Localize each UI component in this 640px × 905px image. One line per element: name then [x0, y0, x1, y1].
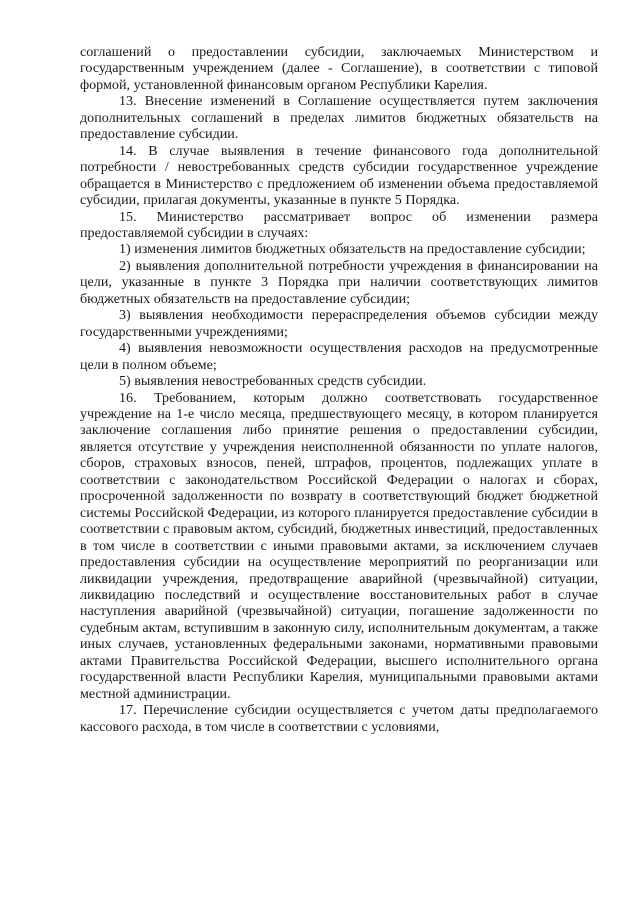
paragraph-13: 13. Внесение изменений в Соглашение осуществляется путем заключения дополнительных соглашений в пределах лимитов бюджетных обязательств на предоставление субсидии. — [80, 93, 598, 143]
paragraph-15-item-1: 1) изменения лимитов бюджетных обязательств на предоставление субсидии; — [119, 241, 586, 258]
paragraph-17: 17. Перечисление субсидии осуществляется с учетом даты предполагаемого кассового расхода, в том числе в соответствии с условиями, — [80, 702, 598, 735]
paragraph-15-item-2: 2) выявления дополнительной потребности учреждения в финансировании на цели, указанные в пункте 3 Порядка при наличии соответствующих лимитов бюджетных обязательств на предоставление субсидии; — [80, 257, 598, 307]
paragraph-16: 16. Требованием, которым должно соответствовать государственное учреждение на 1-е число месяца, предшествующего месяцу, в котором планируется заключение соглашения либо принятие решения о предоставлении субсидии, является отсутствие у учреждения неисполненной обязанности по уплате налогов, сборов, страховых взносов, пеней, штрафов, процентов, подлежащих уплате в соответствии с законодательством Российской Федерации о налогах и сборах, просроченной задолженности по возврату в соответствующий бюджет бюджетной системы Российской Федерации, из которого планируется предоставление субсидии в соответствии с правовым актом, субсидий, бюджетных инвестиций, предоставленных в том числе в соответствии с иными правовыми актами, за исключением случаев предоставления субсидии на осуществление мероприятий по реорганизации или ликвидации учреждения, предотвращение аварийной (чрезвычайной) ситуации, ликвидацию последствий и осуществление восстановительных работ в случае наступления аварийной (чрезвычайной) ситуации, погашение задолженности по судебным актам, вступившим в законную силу, исполнительным документам, а также иных случаев, установленных федеральными законами, нормативными правовыми актами Правительства Российской Федерации, высшего исполнительного органа государственной власти Республики Карелия, муниципальными правовыми актами местной администрации. — [80, 389, 598, 702]
document-body — [80, 44, 598, 735]
paragraph-15-item-3: 3) выявления необходимости перераспределения объемов субсидии между государственными учреждениями; — [80, 307, 598, 340]
paragraph-15-item-5: 5) выявления невостребованных средств субсидии. — [119, 373, 427, 390]
paragraph-15-item-4: 4) выявления невозможности осуществления расходов на предусмотренные цели в полном объеме; — [80, 340, 598, 373]
paragraph-15: 15. Министерство рассматривает вопрос об изменении размера предоставляемой субсидии в случаях: — [80, 208, 598, 241]
paragraph-continuation: соглашений о предоставлении субсидии, заключаемых Министерством и государственным учреждением (далее - Соглашение), в соответствии с типовой формой, установленной финансовым органом Республики Карелия. — [80, 44, 598, 93]
paragraph-14: 14. В случае выявления в течение финансового года дополнительной потребности / невостребованных средств субсидии государственное учреждение обращается в Министерство с предложением об изменении объема предоставляемой субсидии, прилагая документы, указанные в пункте 5 Порядка. — [80, 142, 598, 209]
